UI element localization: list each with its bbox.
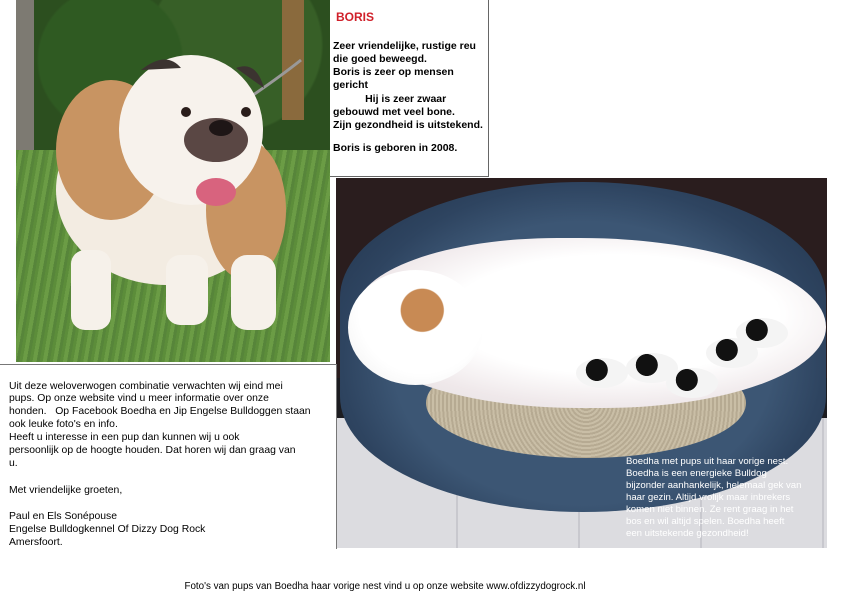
caption-line: een uitstekende gezondheid!: [626, 528, 749, 539]
info-line: ook leuke foto's en info.: [9, 419, 118, 430]
boris-description-line: gebouwd met veel bone.: [333, 106, 455, 118]
caption-line: Boedha met pups uit haar vorige nest.: [626, 456, 789, 467]
caption-line: bijzonder aanhankelijk, helemaal gek van: [626, 480, 802, 491]
info-line: u.: [9, 458, 18, 469]
signature-line: Engelse Bulldogkennel Of Dizzy Dog Rock: [9, 524, 206, 535]
boedha-head: [348, 270, 483, 385]
info-line: Heeft u interesse in een pup dan kunnen wij u ook: [9, 432, 240, 443]
boris-description-line: Zijn gezondheid is uitstekend.: [333, 119, 483, 131]
greeting: Met vriendelijke groeten,: [9, 485, 123, 496]
signature-line: Paul en Els Sonépouse: [9, 511, 118, 522]
boris-photo: [16, 0, 330, 362]
puppy: [576, 358, 628, 388]
info-line: Uit deze weloverwogen combinatie verwachten wij eind mei: [9, 381, 283, 392]
puppy: [736, 318, 788, 348]
caption-line: haar gezin. Altijd vrolijk maar inbrekers: [626, 492, 791, 503]
caption-line: Boedha is een energieke Bulldog: [626, 468, 767, 479]
boris-description-line: die goed beweegd.: [333, 53, 427, 65]
info-line: honden. Op Facebook Boedha en Jip Engelse Bulldoggen staan: [9, 406, 311, 417]
boris-description-line: gericht: [333, 79, 369, 91]
caption-line: bos en wil altijd spelen. Boedha heeft: [626, 516, 785, 527]
boris-birth: Boris is geboren in 2008.: [333, 142, 458, 154]
boris-description-line: Zeer vriendelijke, rustige reu: [333, 40, 476, 52]
boris-title: BORIS: [336, 10, 375, 24]
boedha-caption: [626, 456, 824, 540]
info-line: persoonlijk op de hoogte houden. Dat horen wij dan graag van: [9, 445, 296, 456]
boris-description-line: Hij is zeer zwaar: [333, 93, 447, 105]
bulldog-boris-illustration: [16, 0, 330, 362]
footer-website-note: Foto's van pups van Boedha haar vorige nest vind u op onze website www.ofdizzydogrock.nl: [184, 581, 586, 592]
boris-description-line: Boris is zeer op mensen: [333, 66, 454, 78]
signature-line: Amersfoort.: [9, 537, 63, 548]
caption-line: komen niet binnen. Ze rent graag in het: [626, 504, 794, 515]
puppy: [666, 368, 718, 398]
info-line: pups. Op onze website vind u meer informatie over onze: [9, 393, 269, 404]
